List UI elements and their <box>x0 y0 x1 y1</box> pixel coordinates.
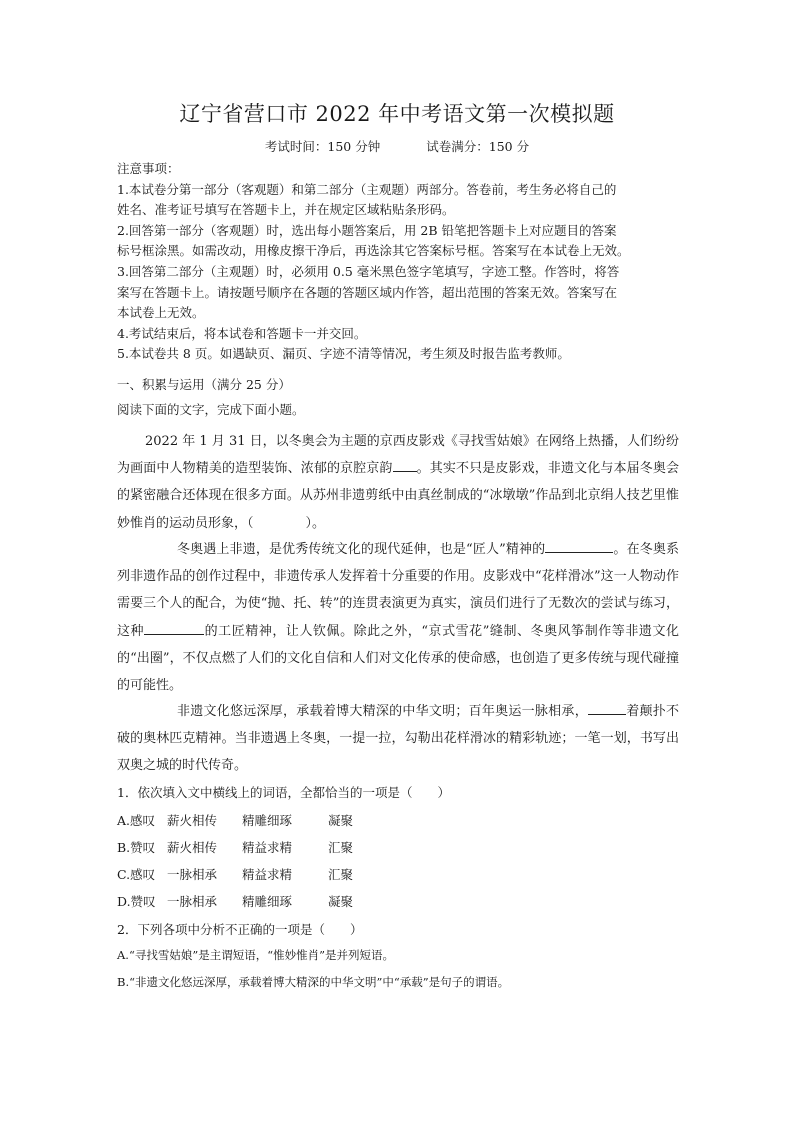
question-2-stem: 2．下列各项中分析不正确的一项是（ ） <box>117 922 363 937</box>
question-2-option: B.“非遗文化悠远深厚，承载着博大精深的中华文明”中“承载”是句子的谓语。 <box>117 975 510 989</box>
answer-blank <box>144 620 204 635</box>
exam-score: 试卷满分：150 分 <box>426 139 530 154</box>
page-title: 辽宁省营口市 2022 年中考语文第一次模拟题 <box>179 102 615 126</box>
exam-time: 考试时间：150 分钟 <box>264 139 381 154</box>
section-heading: 一、积累与运用（满分 25 分） <box>117 377 291 392</box>
instruction-line: 姓名、准考证号填写在答题卡上，并在规定区域粘贴条形码。 <box>117 202 455 218</box>
instruction-line: 本试卷上无效。 <box>117 305 205 321</box>
answer-blank <box>393 457 417 472</box>
answer-blank <box>588 700 626 715</box>
question-1-stem: 1．依次填入文中横线上的词语，全都恰当的一项是（ ） <box>117 785 450 800</box>
instruction-line: 4.考试结束后，将本试卷和答题卡一并交回。 <box>117 325 367 341</box>
instructions-heading: 注意事项： <box>117 161 180 176</box>
instruction-line: 2.回答第一部分（客观题）时，选出每小题答案后，用 2B 铅笔把答题卡上对应题目的答案 <box>117 222 617 238</box>
instruction-line: 1.本试卷分第一部分（客观题）和第二部分（主观题）两部分。答卷前，考生务必将自己的 <box>117 181 617 197</box>
instruction-line: 标号框涂黑。如需改动，用橡皮擦干净后，再选涂其它答案标号框。答案写在本试卷上无效。 <box>117 243 630 259</box>
answer-blank <box>545 538 613 553</box>
instructions <box>117 159 677 365</box>
instruction-line: 5.本试卷共 8 页。如遇缺页、漏页、字迹不清等情况，考生须及时报告监考教师。 <box>117 346 570 362</box>
instruction-line: 案写在答题卡上。请按题号顺序在各题的答题区域内作答，超出范围的答案无效。答案写在 <box>117 284 618 300</box>
reading-instruction: 阅读下面的文字，完成下面小题。 <box>117 402 305 417</box>
question-1-option: D.赞叹 一脉相承 精雕细琢 凝聚 <box>117 894 354 909</box>
passage-paragraph-3: 非遗文化悠远深厚，承载着博大精深的中华文明；百年奥运一脉相承， 着颠扑不破的奥林匹克精神。当非遗遇上冬奥，一提一拉，勾勒出花样滑冰的精彩轨迹；一笔一划，书写出双奥之城的时代传奇。 <box>117 698 679 780</box>
passage-paragraph-1: 2022 年 1 月 31 日，以冬奥会为主题的京西皮影戏《寻找雪姑娘》在网络上热播，人们纷纷为画面中人物精美的造型装饰、浓郁的京腔京韵 。其实不只是皮影戏，非遗文化与本届冬奥会的紧密融合还体现在很多方面。从苏州非遗剪纸中由真丝制成的“冰墩墩”作品到北京绢人技艺里惟妙惟肖的运动员形象，（ ）。 <box>117 434 679 531</box>
question-1-option: A.感叹 薪火相传 精雕细琢 凝聚 <box>117 813 354 828</box>
passage-paragraph-2: 冬奥遇上非遗，是优秀传统文化的现代延伸，也是“匠人”精神的 。在冬奥系列非遗作品的创作过程中，非遗传承人发挥着十分重要的作用。皮影戏中“花样滑冰”这一人物动作需要三个人的配合，为使“抛、托、转”的连贯表演更为真实，演员们进行了无数次的尝试与练习，这种 的工匠精神，让人钦佩。除此之外，“京式雪花”缝制、冬奥风筝制作等非遗文化的“出圈”，不仅点燃了人们的文化自信和人们对文化传承的使命感，也创造了更多传统与现代碰撞的可能性。 <box>117 536 679 699</box>
question-2-option: A.“寻找雪姑娘”是主谓短语，“惟妙惟肖”是并列短语。 <box>117 948 394 962</box>
question-1-option: B.赞叹 薪火相传 精益求精 汇聚 <box>117 840 354 855</box>
exam-meta <box>0 137 794 155</box>
instruction-line: 3.回答第二部分（主观题）时，必须用 0.5 毫米黑色签字笔填写，字迹工整。作答时，将答 <box>117 263 620 279</box>
question-1-option: C.感叹 一脉相承 精益求精 汇聚 <box>117 867 354 882</box>
